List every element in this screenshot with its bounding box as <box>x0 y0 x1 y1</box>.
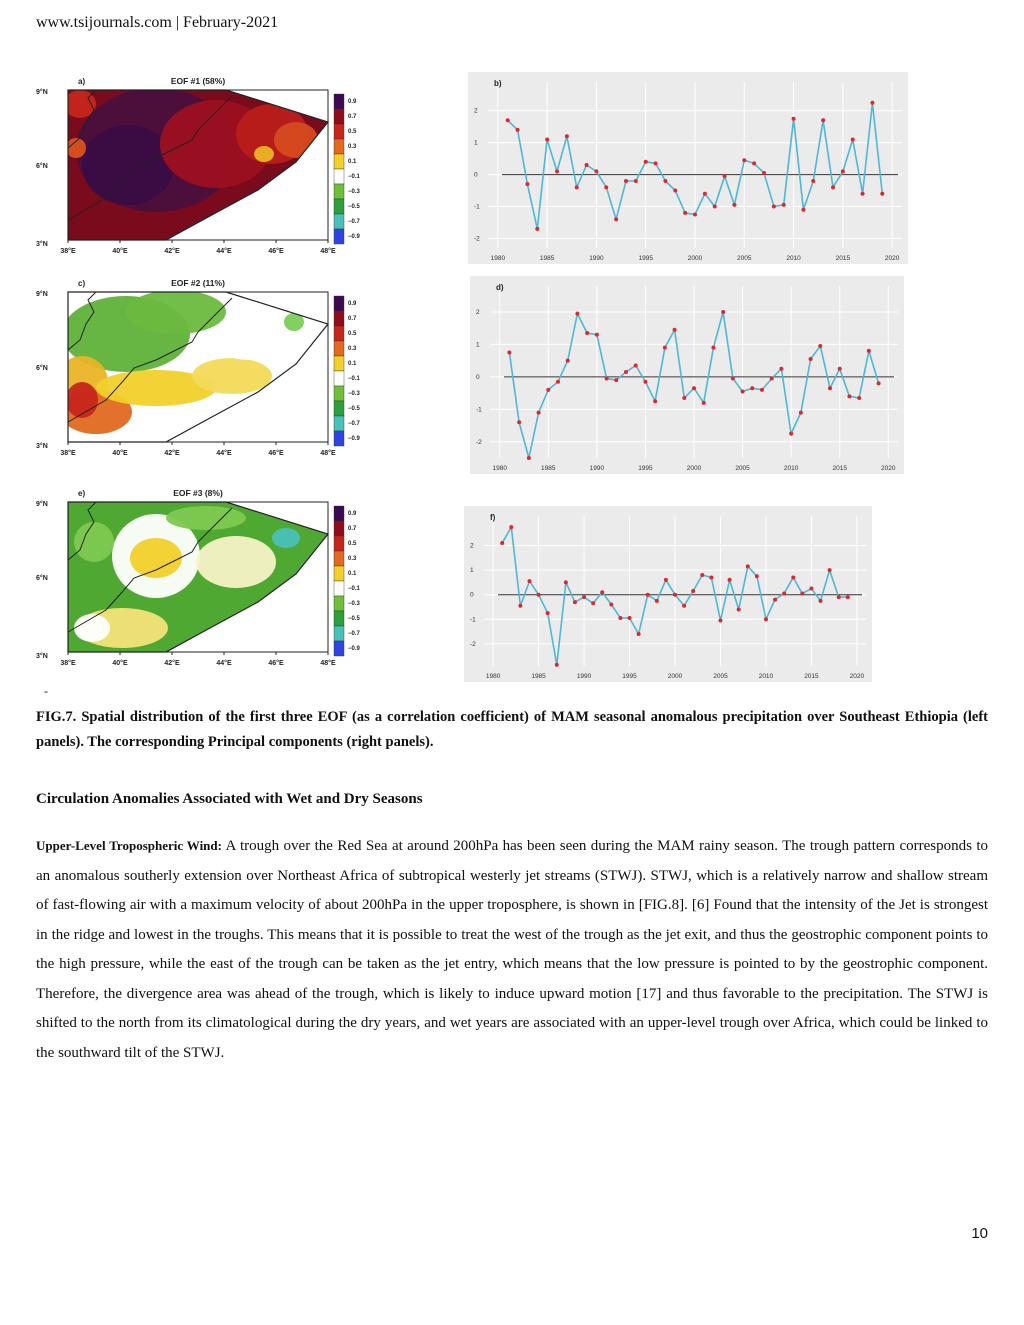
data-point <box>782 591 786 595</box>
colorbar-segment <box>334 386 344 401</box>
data-point <box>624 179 628 183</box>
x-tick-label: 1995 <box>622 673 637 680</box>
data-point <box>546 388 550 392</box>
data-point <box>742 158 746 162</box>
colorbar-label: −0.5 <box>348 204 360 210</box>
x-tick-label: 2020 <box>884 255 900 262</box>
field-region <box>192 358 272 394</box>
y-tick-label: 1 <box>470 567 474 575</box>
field-region <box>166 506 246 530</box>
colorbar-label: 0.1 <box>348 571 357 577</box>
data-point <box>791 575 795 579</box>
x-tick-label: 2020 <box>881 465 896 472</box>
eof1-map-panel <box>36 70 366 270</box>
panel-label: b) <box>494 79 502 88</box>
lon-label: 48°E <box>320 248 336 255</box>
lon-label: 40°E <box>112 450 128 457</box>
journal-header: www.tsijournals.com | February-2021 <box>36 14 279 31</box>
data-point <box>779 367 783 371</box>
data-point <box>628 616 632 620</box>
data-point <box>673 593 677 597</box>
data-point <box>746 564 750 568</box>
field-region <box>74 522 114 562</box>
stray-mark: - <box>44 684 48 698</box>
colorbar-label: −0.5 <box>348 616 360 622</box>
data-point <box>535 227 539 231</box>
panel-label: c) <box>78 279 86 288</box>
data-point <box>821 118 825 122</box>
section-heading: Circulation Anomalies Associated with Wet and Dry Seasons <box>36 791 423 807</box>
data-point <box>731 376 735 380</box>
data-point <box>575 185 579 189</box>
eof3-map-panel <box>36 482 366 682</box>
data-point <box>711 346 715 350</box>
data-point <box>870 101 874 105</box>
data-point <box>517 420 521 424</box>
x-tick-label: 2005 <box>737 255 752 262</box>
colorbar-label: −0.7 <box>348 631 360 637</box>
data-point <box>527 456 531 460</box>
panel-label: a) <box>78 77 86 86</box>
data-point <box>750 386 754 390</box>
colorbar-segment <box>334 124 344 139</box>
data-point <box>525 182 529 186</box>
lat-label: 6°N <box>36 575 48 582</box>
data-point <box>664 578 668 582</box>
data-point <box>861 192 865 196</box>
data-point <box>634 364 638 368</box>
lon-label: 38°E <box>60 450 76 457</box>
x-tick-label: 1995 <box>638 465 653 472</box>
data-point <box>809 357 813 361</box>
lon-label: 44°E <box>216 248 232 255</box>
colorbar-label: 0.7 <box>348 316 357 322</box>
colorbar-segment <box>334 356 344 371</box>
colorbar-label: 0.3 <box>348 346 357 352</box>
colorbar-segment <box>334 341 344 356</box>
data-point <box>537 411 541 415</box>
y-tick-label: 0 <box>470 591 474 599</box>
data-point <box>537 593 541 597</box>
lon-label: 38°E <box>60 660 76 667</box>
lon-label: 44°E <box>216 660 232 667</box>
x-tick-label: 1990 <box>589 255 604 262</box>
data-point <box>760 388 764 392</box>
colorbar-segment <box>334 371 344 386</box>
data-point <box>573 600 577 604</box>
x-tick-label: 2010 <box>758 673 774 680</box>
y-tick-label: -1 <box>476 406 482 414</box>
lon-label: 48°E <box>320 660 336 667</box>
y-tick-label: -2 <box>470 640 476 648</box>
colorbar-segment <box>334 229 344 244</box>
colorbar-segment <box>334 184 344 199</box>
data-point <box>752 161 756 165</box>
data-point <box>600 590 604 594</box>
lon-label: 42°E <box>164 660 180 667</box>
x-tick-label: 1985 <box>539 255 555 262</box>
data-point <box>713 205 717 209</box>
data-point <box>691 589 695 593</box>
data-point <box>809 587 813 591</box>
paragraph-text: A trough over the Red Sea at around 200hPa has been seen during the MAM rainy season. The trough pattern corresponds to an anomalous southerly extension over Northeast Africa of subtropical westerly jet streams (STWJ). STWJ, which is a relatively narrow and shallow stream of fast-flowing air with a maximum velocity of about 200hPa in the upper troposphere, is shown in [FIG.8]. [6] Found that the intensity of the Jet is strongest in the ridge and lowest in the troughs. This means that it is possible to treat the west of the trough as the jet exit, and thus the geostrophic component points to the high pressure, while the east of the trough can be taken as the jet entry, which means that the low pressure is pointed to by the geostrophic component. Therefore, the divergence area was ahead of the trough, which is likely to induce upward motion [17] and thus favorable to the precipitation. The STWJ is shifted to the north from its climatological during the dry years, and wet years are associated with an upper-level trough over Africa, which could be linked to the southward tilt of the STWJ. <box>36 838 989 1061</box>
field-region <box>130 538 182 578</box>
y-tick-label: -2 <box>476 438 482 446</box>
data-point <box>673 189 677 193</box>
colorbar-label: −0.9 <box>348 436 360 442</box>
y-tick-label: 0 <box>474 171 478 179</box>
data-point <box>828 568 832 572</box>
lat-label: 9°N <box>36 291 48 298</box>
lon-label: 46°E <box>268 660 284 667</box>
data-point <box>837 595 841 599</box>
lat-label: 9°N <box>36 89 48 96</box>
lat-label: 9°N <box>36 501 48 508</box>
colorbar-segment <box>334 169 344 184</box>
colorbar-label: −0.9 <box>348 234 360 240</box>
data-point <box>682 604 686 608</box>
data-point <box>614 217 618 221</box>
y-tick-label: 1 <box>476 341 480 349</box>
colorbar-segment <box>334 326 344 341</box>
colorbar-label: −0.7 <box>348 219 360 225</box>
data-point <box>721 310 725 314</box>
data-point <box>792 117 796 121</box>
y-tick-label: 1 <box>474 139 478 147</box>
field-region <box>218 332 278 360</box>
data-point <box>770 376 774 380</box>
data-point <box>857 396 861 400</box>
data-point <box>846 595 850 599</box>
x-tick-label: 2005 <box>735 465 750 472</box>
field-region <box>126 290 226 334</box>
colorbar-segment <box>334 296 344 311</box>
data-point <box>723 174 727 178</box>
colorbar-segment <box>334 521 344 536</box>
data-point <box>655 599 659 603</box>
lon-label: 46°E <box>268 450 284 457</box>
colorbar-label: −0.3 <box>348 189 360 195</box>
x-tick-label: 2000 <box>686 465 702 472</box>
data-point <box>575 312 579 316</box>
lat-label: 6°N <box>36 163 48 170</box>
data-point <box>700 573 704 577</box>
data-point <box>673 328 677 332</box>
colorbar-label: 0.1 <box>348 159 357 165</box>
colorbar-label: 0.7 <box>348 526 357 532</box>
data-point <box>556 380 560 384</box>
field-region <box>272 528 300 548</box>
data-point <box>509 525 513 529</box>
colorbar-label: 0.9 <box>348 301 357 307</box>
data-point <box>841 169 845 173</box>
data-point <box>518 604 522 608</box>
data-point <box>818 344 822 348</box>
data-point <box>565 134 569 138</box>
lon-label: 40°E <box>112 660 128 667</box>
data-point <box>692 386 696 390</box>
data-point <box>703 192 707 196</box>
data-point <box>614 378 618 382</box>
data-point <box>693 212 697 216</box>
data-point <box>847 394 851 398</box>
map-title: EOF #3 (8%) <box>173 488 223 498</box>
data-point <box>644 160 648 164</box>
colorbar-segment <box>334 536 344 551</box>
lon-label: 42°E <box>164 450 180 457</box>
lat-label: 3°N <box>36 653 48 660</box>
panel-label: e) <box>78 489 86 498</box>
data-point <box>500 541 504 545</box>
panel-label: f) <box>490 513 496 522</box>
x-tick-label: 2000 <box>687 255 703 262</box>
page-number: 10 <box>971 1225 988 1242</box>
field-region <box>66 382 98 418</box>
colorbar-label: 0.5 <box>348 331 357 337</box>
colorbar-segment <box>334 506 344 521</box>
data-point <box>728 578 732 582</box>
data-point <box>637 632 641 636</box>
colorbar-label: −0.5 <box>348 406 360 412</box>
data-point <box>709 575 713 579</box>
map-title: EOF #1 (58%) <box>170 76 226 86</box>
lon-label: 40°E <box>112 248 128 255</box>
lon-label: 46°E <box>268 248 284 255</box>
x-tick-label: 1980 <box>490 255 506 262</box>
x-tick-label: 1990 <box>576 673 592 680</box>
y-tick-label: 2 <box>474 107 478 115</box>
data-point <box>646 593 650 597</box>
data-point <box>555 663 559 667</box>
data-point <box>555 169 559 173</box>
data-point <box>828 386 832 390</box>
data-point <box>718 619 722 623</box>
data-point <box>819 599 823 603</box>
data-point <box>741 389 745 393</box>
data-point <box>838 367 842 371</box>
x-tick-label: 1990 <box>589 465 605 472</box>
colorbar-segment <box>334 401 344 416</box>
y-tick-label: 2 <box>476 308 480 316</box>
colorbar-segment <box>334 641 344 656</box>
colorbar-label: 0.9 <box>348 99 357 105</box>
colorbar-segment <box>334 581 344 596</box>
chart-background <box>470 276 904 474</box>
data-point <box>507 351 511 355</box>
colorbar-label: −0.3 <box>348 391 360 397</box>
data-point <box>851 137 855 141</box>
lon-label: 44°E <box>216 450 232 457</box>
data-point <box>609 603 613 607</box>
field-region <box>196 536 276 588</box>
colorbar-segment <box>334 416 344 431</box>
data-point <box>564 580 568 584</box>
data-point <box>683 211 687 215</box>
colorbar-label: −0.7 <box>348 421 360 427</box>
data-point <box>605 376 609 380</box>
lon-label: 48°E <box>320 450 336 457</box>
pc2-timeseries-chart <box>470 276 904 474</box>
y-tick-label: -1 <box>470 616 476 624</box>
data-point <box>643 380 647 384</box>
data-point <box>831 185 835 189</box>
paragraph-lead: Upper-Level Tropospheric Wind: <box>36 838 222 853</box>
data-point <box>755 574 759 578</box>
chart-background <box>468 72 908 264</box>
colorbar-label: 0.3 <box>348 556 357 562</box>
colorbar-segment <box>334 611 344 626</box>
data-point <box>546 611 550 615</box>
pc3-timeseries-chart <box>464 506 872 682</box>
field-region <box>82 125 174 205</box>
colorbar-label: 0.5 <box>348 541 357 547</box>
x-tick-label: 1985 <box>531 673 546 680</box>
data-point <box>566 359 570 363</box>
data-point <box>800 591 804 595</box>
data-point <box>516 128 520 132</box>
colorbar-segment <box>334 431 344 446</box>
data-point <box>585 331 589 335</box>
lat-label: 6°N <box>36 365 48 372</box>
y-tick-label: 2 <box>470 542 474 550</box>
data-point <box>799 411 803 415</box>
colorbar-label: 0.5 <box>348 129 357 135</box>
data-point <box>773 598 777 602</box>
data-point <box>634 179 638 183</box>
lon-label: 42°E <box>164 248 180 255</box>
x-tick-label: 2015 <box>804 673 819 680</box>
data-point <box>506 118 510 122</box>
x-tick-label: 1980 <box>492 465 507 472</box>
y-tick-label: -1 <box>474 203 480 211</box>
data-point <box>682 396 686 400</box>
colorbar-label: 0.9 <box>348 511 357 517</box>
colorbar-segment <box>334 311 344 326</box>
colorbar-label: −0.1 <box>348 174 360 180</box>
data-point <box>663 346 667 350</box>
data-point <box>527 579 531 583</box>
data-point <box>653 399 657 403</box>
x-tick-label: 2015 <box>835 255 851 262</box>
data-point <box>801 208 805 212</box>
x-tick-label: 2010 <box>783 465 799 472</box>
x-tick-label: 1980 <box>485 673 501 680</box>
data-point <box>582 595 586 599</box>
map-title: EOF #2 (11%) <box>171 278 225 288</box>
data-point <box>789 432 793 436</box>
data-point <box>737 607 741 611</box>
colorbar-segment <box>334 94 344 109</box>
data-point <box>624 370 628 374</box>
colorbar-segment <box>334 551 344 566</box>
data-point <box>772 205 776 209</box>
x-tick-label: 2005 <box>713 673 728 680</box>
colorbar-segment <box>334 109 344 124</box>
colorbar-segment <box>334 626 344 641</box>
body-paragraph <box>36 831 988 1068</box>
eof2-map-panel <box>36 272 366 472</box>
data-point <box>867 349 871 353</box>
x-tick-label: 1985 <box>541 465 556 472</box>
x-tick-label: 2000 <box>667 673 683 680</box>
x-tick-label: 2020 <box>849 673 865 680</box>
pc1-timeseries-chart <box>468 72 908 264</box>
data-point <box>880 192 884 196</box>
lat-label: 3°N <box>36 443 48 450</box>
data-point <box>654 161 658 165</box>
colorbar-label: −0.1 <box>348 586 360 592</box>
lat-label: 3°N <box>36 241 48 248</box>
colorbar-label: −0.9 <box>348 646 360 652</box>
x-tick-label: 2010 <box>786 255 801 262</box>
data-point <box>764 617 768 621</box>
data-point <box>663 179 667 183</box>
data-point <box>762 171 766 175</box>
data-point <box>877 381 881 385</box>
panel-label: d) <box>496 283 504 292</box>
colorbar-segment <box>334 596 344 611</box>
colorbar-label: −0.1 <box>348 376 360 382</box>
x-tick-label: 2015 <box>832 465 847 472</box>
data-point <box>545 137 549 141</box>
lon-label: 38°E <box>60 248 76 255</box>
data-point <box>702 401 706 405</box>
colorbar-segment <box>334 199 344 214</box>
data-point <box>732 203 736 207</box>
y-tick-label: -2 <box>474 235 480 243</box>
x-tick-label: 1995 <box>638 255 653 262</box>
colorbar-segment <box>334 154 344 169</box>
figure-caption: FIG.7. Spatial distribution of the first three EOF (as a correlation coefficient) of MAM seasonal anomalous precipitation over Southeast Ethiopia (left panels). The corresponding Principal components (right panels). <box>36 709 988 750</box>
data-point <box>594 169 598 173</box>
y-tick-label: 0 <box>476 373 480 381</box>
data-point <box>585 163 589 167</box>
colorbar-label: 0.7 <box>348 114 357 120</box>
colorbar-segment <box>334 139 344 154</box>
colorbar-label: 0.3 <box>348 144 357 150</box>
data-point <box>782 203 786 207</box>
data-point <box>604 185 608 189</box>
colorbar-label: 0.1 <box>348 361 357 367</box>
field-region <box>254 146 274 162</box>
colorbar-segment <box>334 214 344 229</box>
data-point <box>591 601 595 605</box>
data-point <box>811 179 815 183</box>
colorbar-label: −0.3 <box>348 601 360 607</box>
data-point <box>618 616 622 620</box>
data-point <box>595 333 599 337</box>
colorbar-segment <box>334 566 344 581</box>
